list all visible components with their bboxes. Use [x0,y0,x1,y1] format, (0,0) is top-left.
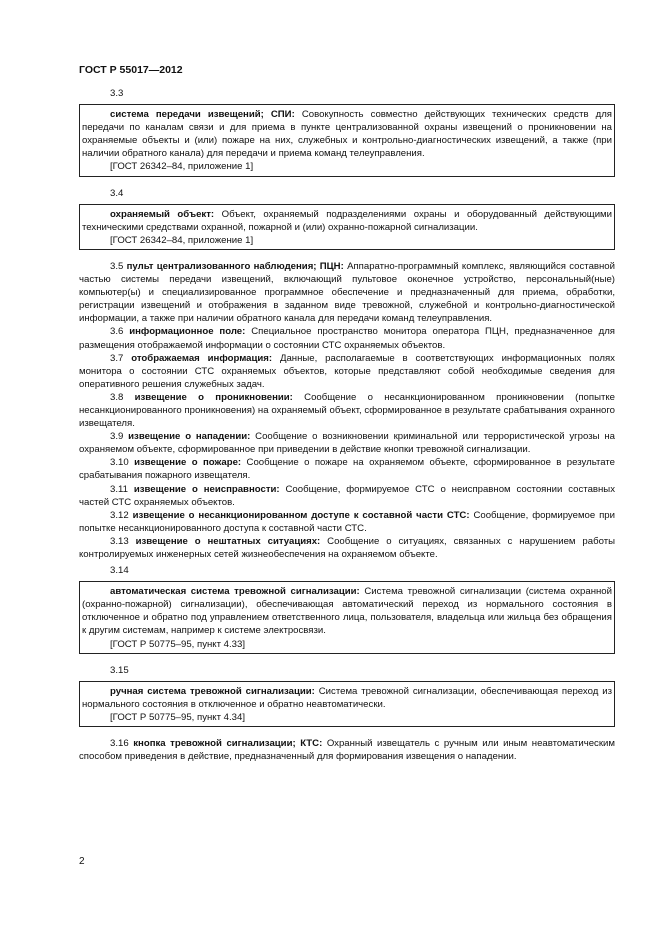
term: кнопка тревожной сигнализации; КТС: [133,738,323,750]
term: система передачи извещений; СПИ: [110,109,295,121]
definition-paragraph [79,509,615,535]
definition-paragraph [79,430,615,456]
definition-paragraph [79,483,615,509]
definition: Объект, охраняемый подразделениями охраны и оборудованный действующими техническими средствами охранной, пожарной и (или) охранно-пожарной сигнализации. [82,208,613,233]
source-reference: [ГОСТ 26342–84, приложение 1] [110,161,254,173]
section-number: 3.12 [110,509,129,521]
definition: Сообщение о возникновении криминальной или террористической угрозы на охраняемом объекте, сформированное при приведении в действие кнопки тревожной сигнализации. [79,431,615,456]
page-header: ГОСТ Р 55017—2012 [79,64,183,76]
document-body [79,87,615,763]
section-number: 3.4 [110,187,124,199]
term: информационное поле: [129,326,246,338]
section-number: 3.9 [110,431,124,443]
section-number: 3.16 [110,738,129,750]
term: автоматическая система тревожной сигнализации: [110,586,360,598]
definition-paragraph [79,391,615,430]
term: извещение о пожаре: [134,457,242,469]
section-number: 3.14 [110,565,129,577]
definition-box [79,581,615,653]
definition-paragraph [79,535,615,561]
definition-box [79,204,615,250]
definition-box [79,104,615,176]
definition: Система тревожной сигнализации, обеспечивающая переход из нормального состояния в отключенное и обратно неавтоматически. [82,685,612,710]
source-reference: [ГОСТ Р 50775–95, пункт 4.34] [110,711,245,723]
section-number: 3.3 [110,88,124,99]
term: отображаемая информация: [131,352,273,364]
section-number: 3.5 [110,260,124,272]
definition-text [82,208,612,234]
definition-paragraph [79,325,615,351]
definition: Система тревожной сигнализации (система охранной (охранно-пожарной) сигнализации), обеспечивающая автоматический переход из нормального состояния в отключенное и обратно под управлением ответственного лица, пользователя, владельца или жильца без обращения к другим системам, например к системе электросвязи. [82,586,612,637]
term: извещение о несанкционированном доступе к составной части СТС: [132,509,470,521]
definition-paragraph [79,456,615,482]
definition: Сообщение о пожаре на охраняемом объекте, сформированное в результате срабатывания пожарного извещателя. [79,457,615,482]
term: извещение о неисправности: [133,483,280,495]
section-number: 3.8 [110,391,124,403]
section-number: 3.6 [110,326,124,338]
source-reference: [ГОСТ Р 50775–95, пункт 4.33] [110,638,245,650]
section-number: 3.15 [110,664,129,676]
definition: Аппаратно-программный комплекс, являющийся составной частью системы передачи извещений, включающий пультовое оконечное устройство, персональный(ные) компьютер(ы) и специализированное программное обеспечение и предназначенный для приема, обработки, регистрации извещений и отображения в заданном виде тревожной, служебной и контрольно-диагностической информации, а также при наличии обратного канала для передачи команд телеуправления. [79,260,616,325]
section-number: 3.10 [110,457,129,469]
section-number: 3.7 [110,352,124,364]
definition-paragraph [79,260,615,325]
term: извещение о проникновении: [134,391,293,403]
term: ручная система тревожной сигнализации: [110,685,315,697]
page-number: 2 [79,856,85,867]
term: пульт централизованного наблюдения; ПЦН: [126,260,344,272]
definition: Сообщение, формируемое СТС о неисправном состоянии составных частей СТС охраняемых объектов. [79,483,616,508]
term: извещение о нештатных ситуациях: [135,535,321,547]
definition: Охранный извещатель с ручным или иным неавтоматическим способом приведения в действие, предназначенный для формирования извещения о нападении. [79,738,616,763]
source-reference: [ГОСТ 26342–84, приложение 1] [110,234,254,246]
definition-text [82,585,612,637]
definition-paragraph [79,737,615,763]
definition: Сообщение о несанкционированном проникновении (попытке несанкционированного проникновения) на охраняемый объект, сформированное в результате срабатывания охранного извещателя. [79,391,615,430]
term: извещение о нападении: [128,431,251,443]
section-number: 3.11 [110,483,128,495]
definition: Данные, располагаемые в соответствующих информационных полях монитора о состоянии СТС охраняемых объектов, которые представляют собой необходимые сведения для оперативного решения служебных задач. [79,352,615,390]
definition-text [82,685,612,711]
definition: Сообщение, формируемое при попытке несанкционированного доступа к составной части СТС. [79,509,615,534]
term: охраняемый объект: [110,208,215,220]
definition-box [79,681,615,727]
section-number: 3.13 [110,535,129,547]
definition: Специальное пространство монитора оператора ПЦН, предназначенное для размещения отображаемой информации о состоянии СТС охраняемых объектов. [79,326,615,351]
definition: Сообщение о ситуациях, связанных с нарушением работы контролируемых инженерных сетей жизнеобеспечения на охраняемом объекте. [79,535,615,560]
definition: Совокупность совместно действующих технических средств для передачи по каналам связи и для приема в пункте централизованной охраны извещений о проникновении на охраняемые объекты и (или) пожаре на них, служебных и контрольно-диагностических извещений, а также (при наличии обратного канала) для передачи и приема команд телеуправления. [82,109,612,160]
definition-text [82,108,612,160]
definition-paragraph [79,352,615,391]
